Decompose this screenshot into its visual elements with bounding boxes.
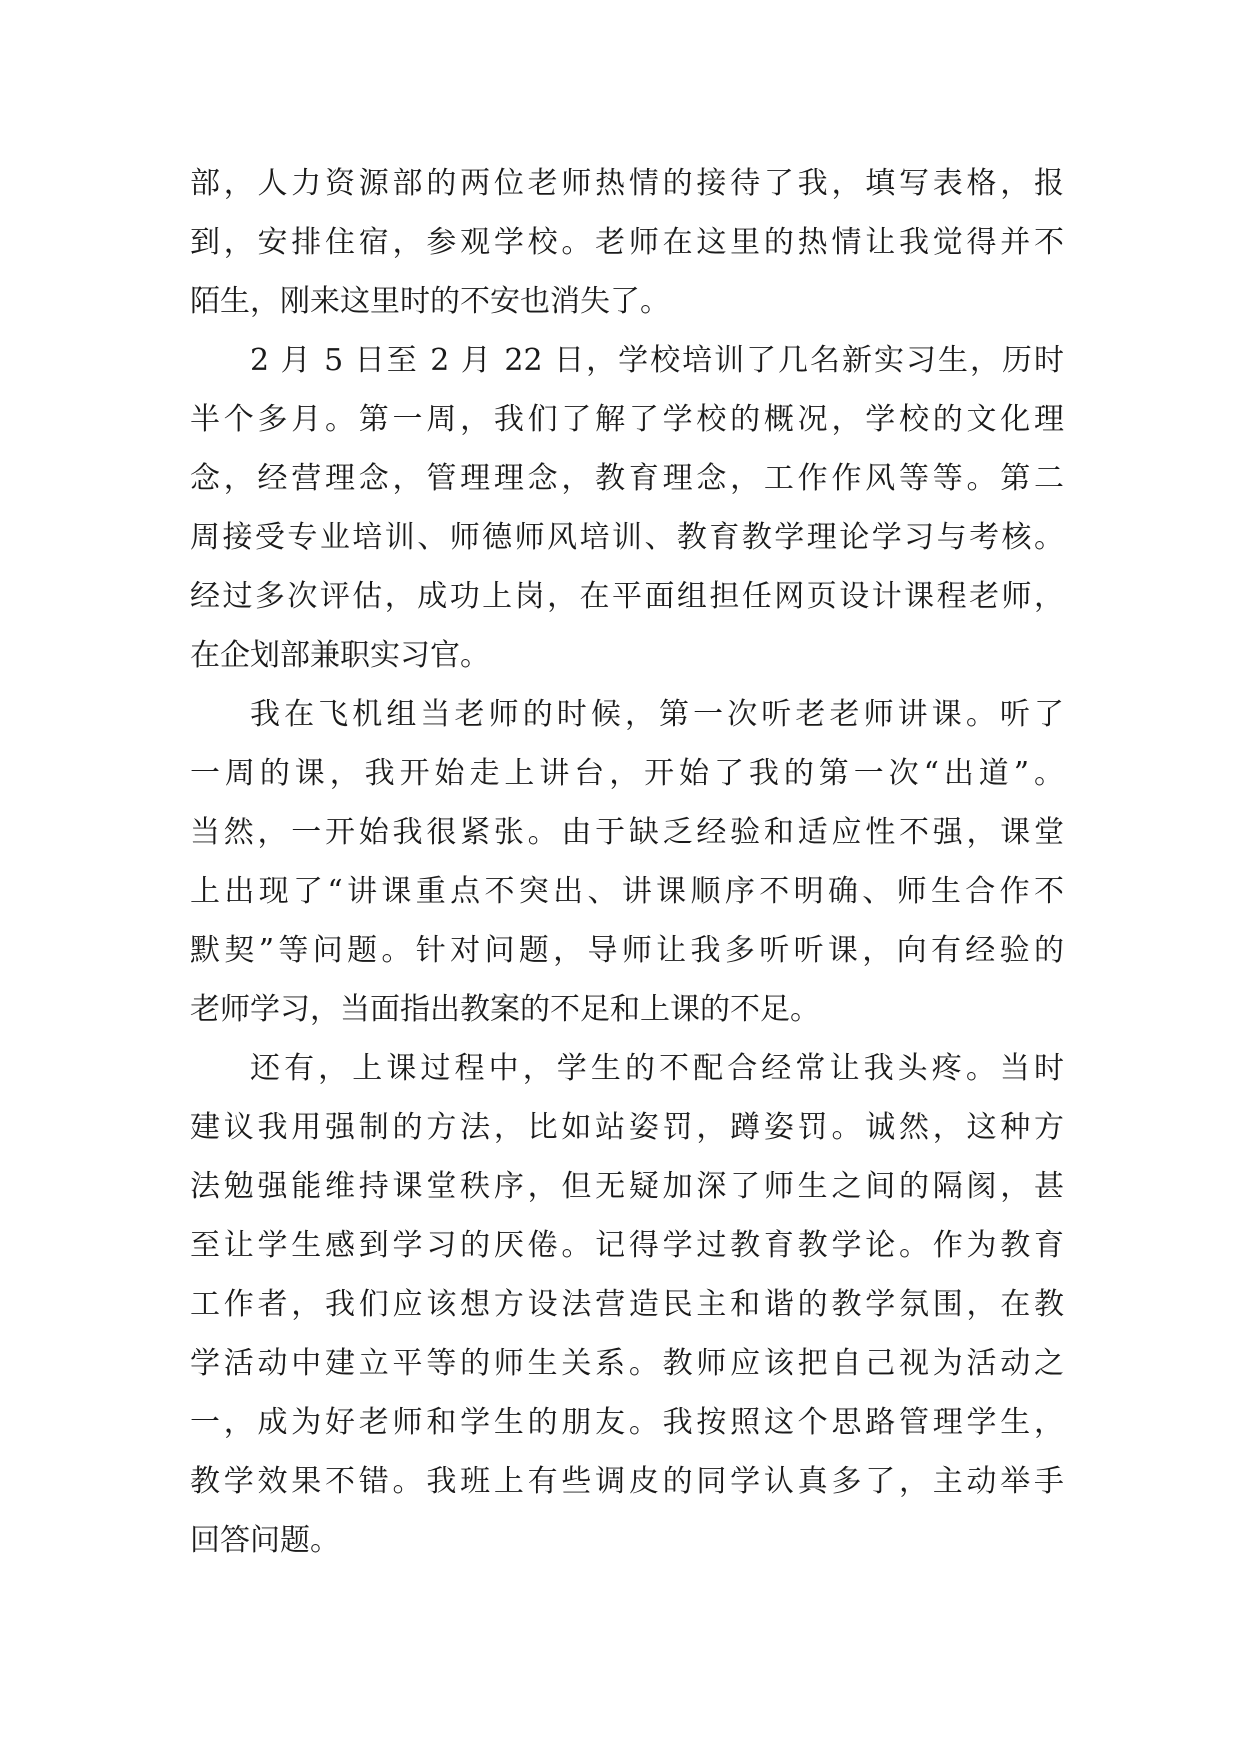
paragraph-line: 一，成为好老师和学生的朋友。我按照这个思路管理学生， (190, 1405, 1064, 1440)
paragraph-2 (190, 337, 1064, 691)
paragraph-line: 一周的课，我开始走上讲台，开始了我的第一次“出道”。 (190, 756, 1064, 791)
paragraph-line: 周接受专业培训、师德师风培训、教育教学理论学习与考核。 (190, 520, 1064, 555)
paragraph-line: 默契”等问题。针对问题，导师让我多听听课，向有经验的 (190, 933, 1064, 968)
paragraph-line: 教学效果不错。我班上有些调皮的同学认真多了，主动举手 (190, 1464, 1064, 1499)
paragraph-1 (190, 160, 1064, 337)
paragraph-line: 当然，一开始我很紧张。由于缺乏经验和适应性不强，课堂 (190, 815, 1064, 850)
paragraph-line: 建议我用强制的方法，比如站姿罚，蹲姿罚。诚然，这种方 (190, 1110, 1064, 1145)
paragraph-line: 到，安排住宿，参观学校。老师在这里的热情让我觉得并不 (190, 225, 1064, 260)
paragraph-3 (190, 691, 1064, 1045)
paragraph-line: 老师学习，当面指出教案的不足和上课的不足。 (190, 992, 820, 1027)
paragraph-line: 我在飞机组当老师的时候，第一次听老老师讲课。听了 (250, 697, 1064, 732)
paragraph-line: 法勉强能维持课堂秩序，但无疑加深了师生之间的隔阂，甚 (190, 1169, 1064, 1204)
paragraph-line: 上出现了“讲课重点不突出、讲课顺序不明确、师生合作不 (190, 874, 1064, 909)
paragraph-line: 回答问题。 (190, 1523, 340, 1558)
paragraph-line: 工作者，我们应该想方设法营造民主和谐的教学氛围，在教 (190, 1287, 1064, 1322)
paragraph-line: 部，人力资源部的两位老师热情的接待了我，填写表格，报 (190, 166, 1064, 201)
paragraph-line: 学活动中建立平等的师生关系。教师应该把自己视为活动之 (190, 1346, 1064, 1381)
paragraph-line: 在企划部兼职实习官。 (190, 638, 490, 673)
paragraph-line: 还有，上课过程中，学生的不配合经常让我头疼。当时 (250, 1051, 1064, 1086)
paragraph-line: 半个多月。第一周，我们了解了学校的概况，学校的文化理 (190, 402, 1064, 437)
paragraph-line: 陌生，刚来这里时的不安也消失了。 (190, 284, 670, 319)
paragraph-line: 经过多次评估，成功上岗，在平面组担任网页设计课程老师， (190, 579, 1064, 614)
paragraph-line: 念，经营理念，管理理念，教育理念，工作作风等等。第二 (190, 461, 1064, 496)
document-body (190, 160, 1064, 1576)
paragraph-line: 至让学生感到学习的厌倦。记得学过教育教学论。作为教育 (190, 1228, 1064, 1263)
paragraph-line: 2 月 5 日至 2 月 22 日，学校培训了几名新实习生，历时 (250, 343, 1064, 378)
paragraph-4 (190, 1045, 1064, 1576)
